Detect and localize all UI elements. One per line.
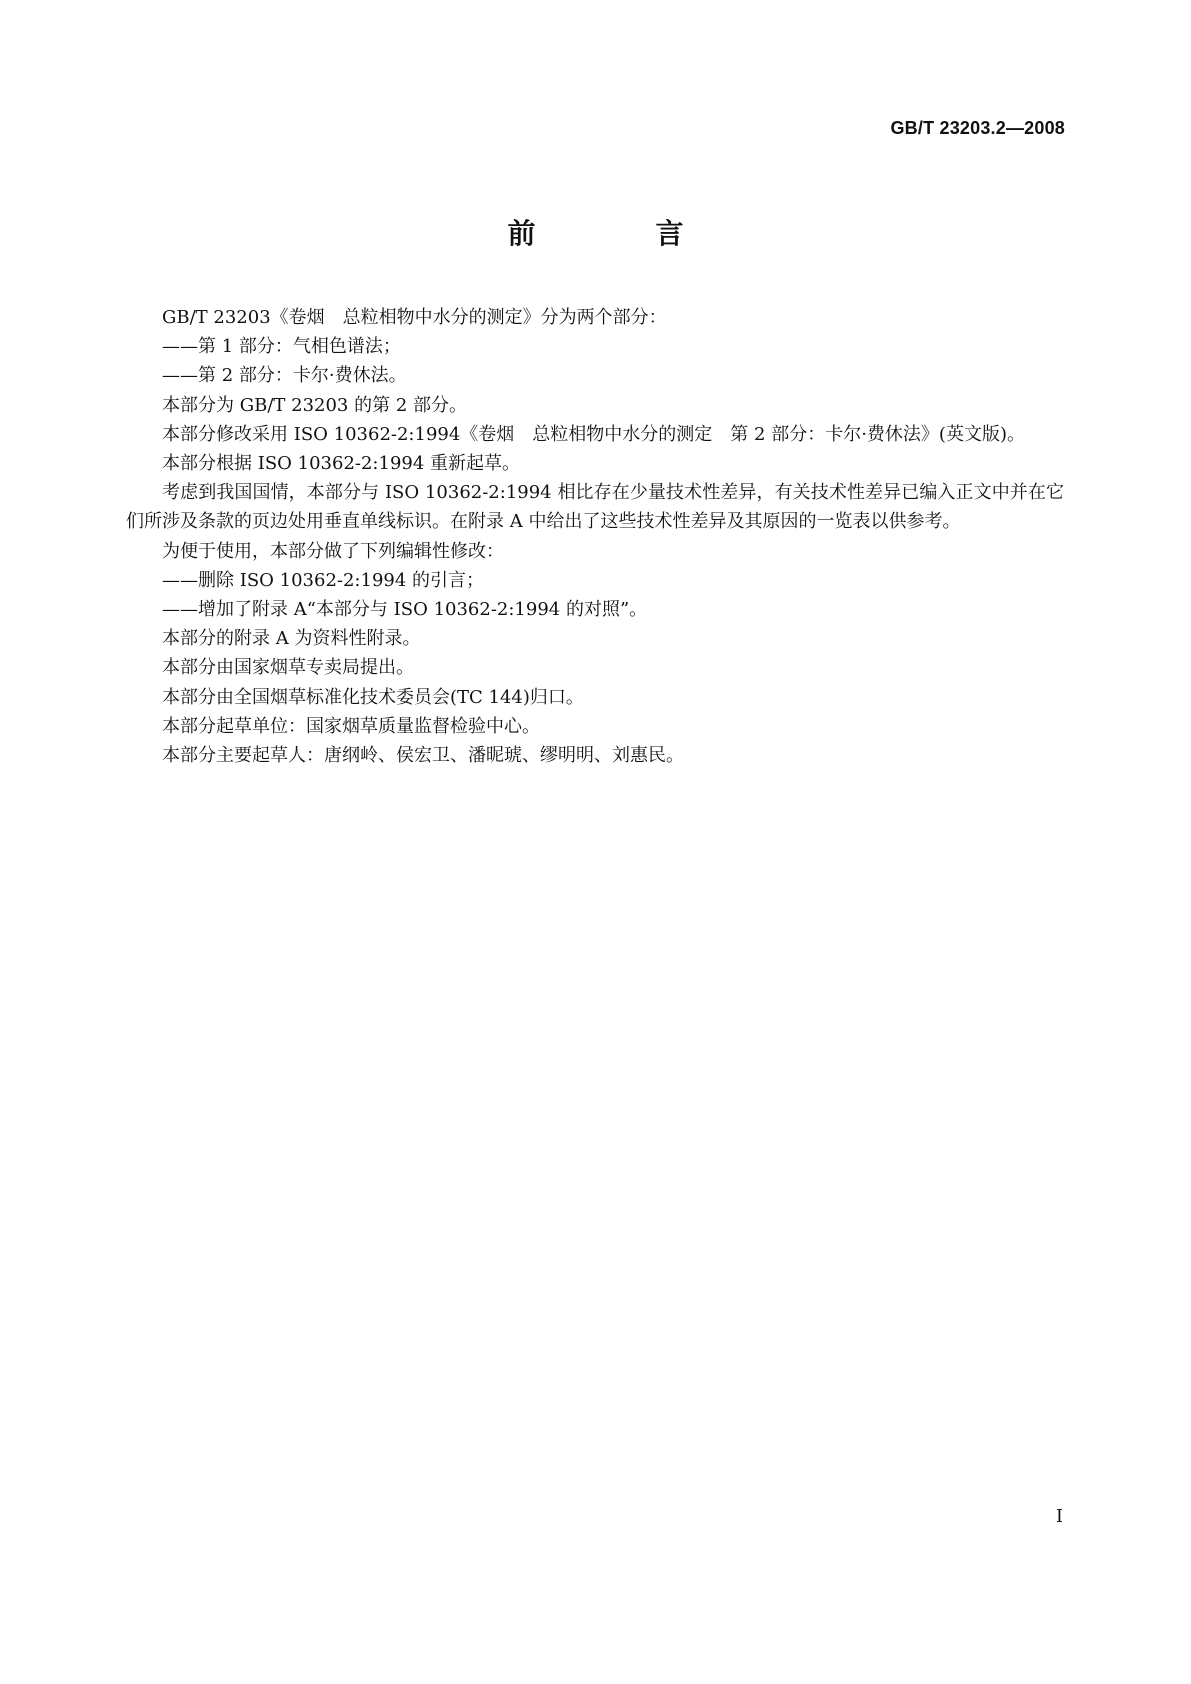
paragraph-under-jurisdiction: 本部分由全国烟草标准化技术委员会(TC 144)归口。 bbox=[162, 686, 584, 708]
foreword-body bbox=[126, 303, 1064, 770]
paragraph-drafting-organization: 本部分起草单位：国家烟草质量监督检验中心。 bbox=[162, 715, 540, 737]
paragraph-redraft: 本部分根据 ISO 10362-2:1994 重新起草。 bbox=[162, 453, 521, 475]
list-item-add-annex: ——增加了附录 A“本部分与 ISO 10362-2:1994 的对照”。 bbox=[162, 599, 648, 621]
page-title: 前 言 bbox=[507, 217, 730, 250]
page-number: I bbox=[1055, 1506, 1063, 1527]
paragraph-drafters: 本部分主要起草人：唐纲岭、侯宏卫、潘昵琥、缪明明、刘惠民。 bbox=[162, 745, 684, 767]
list-item-part-2: ——第 2 部分：卡尔·费休法。 bbox=[162, 365, 407, 387]
paragraph-this-part: 本部分为 GB/T 23203 的第 2 部分。 bbox=[162, 394, 467, 416]
paragraph-editorial-changes: 为便于使用，本部分做了下列编辑性修改： bbox=[162, 540, 504, 562]
standard-code: GB/T 23203.2—2008 bbox=[890, 118, 1065, 138]
list-item-part-1: ——第 1 部分：气相色谱法； bbox=[162, 336, 401, 358]
paragraph-parts-overview: GB/T 23203《卷烟 总粒相物中水分的测定》分为两个部分： bbox=[162, 307, 667, 328]
paragraph-technical-differences: 考虑到我国国情，本部分与 ISO 10362-2:1994 相比存在少量技术性差异，有关技术性差异已编入正文中并在它们所涉及条款的页边处用垂直单线标识。在附录 A 中给出了这些技术性差异及其原因的一览表以供参考。 bbox=[126, 482, 1064, 533]
paragraph-annex-informative: 本部分的附录 A 为资料性附录。 bbox=[162, 628, 421, 650]
list-item-delete-introduction: ——删除 ISO 10362-2:1994 的引言； bbox=[162, 569, 485, 591]
paragraph-adoption: 本部分修改采用 ISO 10362-2:1994《卷烟 总粒相物中水分的测定 第 2 部分：卡尔·费休法》(英文版)。 bbox=[162, 423, 1025, 445]
paragraph-proposed-by: 本部分由国家烟草专卖局提出。 bbox=[162, 657, 414, 679]
